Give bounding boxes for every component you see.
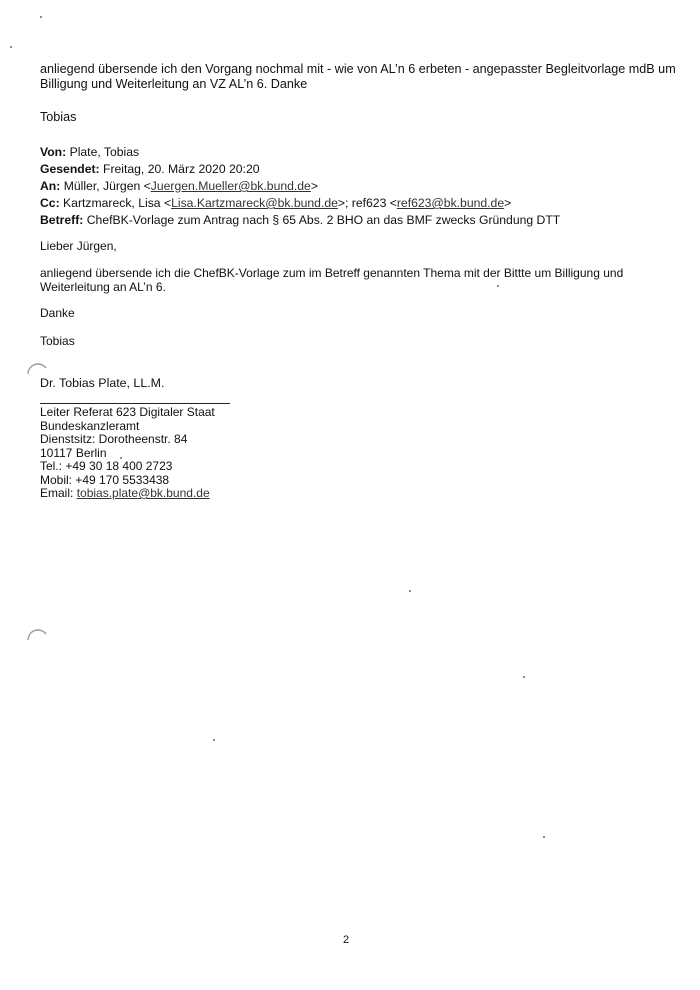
an-name: Müller, Jürgen <: [63, 179, 151, 193]
scan-speck: [543, 836, 545, 838]
intro-line-2: Billigung und Weiterleitung an VZ AL’n 6. Danke: [40, 77, 308, 91]
an-label: An:: [40, 179, 61, 193]
cc-email-1-link[interactable]: Lisa.Kartzmareck@bk.bund.de: [171, 196, 338, 210]
signature-email-link[interactable]: tobias.plate@bk.bund.de: [76, 486, 210, 500]
signature-block: [40, 406, 215, 501]
page-number: 2: [343, 934, 350, 946]
cc-label: Cc:: [40, 196, 60, 210]
von-value: Plate, Tobias: [69, 145, 140, 159]
header-betreff: [40, 212, 560, 229]
header-von: [40, 144, 560, 161]
gesendet-value: Freitag, 20. März 2020 20:20: [103, 162, 260, 176]
punch-hole-mark-icon: [26, 622, 48, 644]
gesendet-label: Gesendet:: [40, 162, 100, 176]
intro-paragraph: [40, 62, 676, 92]
signature-name: Dr. Tobias Plate, LL.M.: [40, 376, 165, 390]
cc-close: >: [504, 196, 512, 210]
signature-line-4: 10117 Berlin: [40, 445, 107, 460]
scan-speck: [409, 590, 411, 592]
an-close: >: [310, 179, 318, 193]
intro-line-1: anliegend übersende ich den Vorgang nochmal mit - wie von AL’n 6 erbeten - angepasster Begleitvorlage mdB um: [40, 62, 676, 76]
signature-tel: Tel.: +49 30 18 400 2723: [40, 459, 173, 473]
scan-speck: [120, 457, 122, 459]
signature-line-1: Leiter Referat 623 Digitaler Staat: [40, 405, 215, 419]
an-email-link[interactable]: Juergen.Mueller@bk.bund.de: [150, 179, 311, 193]
von-label: Von:: [40, 145, 67, 159]
punch-hole-mark-icon: [26, 356, 48, 378]
sender-short: Tobias: [40, 110, 77, 124]
body-line-1: anliegend übersende ich die ChefBK-Vorlage zum im Betreff genannten Thema mit der Bittte um Billigung und: [40, 266, 624, 280]
cc-email-2-link[interactable]: ref623@bk.bund.de: [396, 196, 505, 210]
body-paragraph: [40, 267, 623, 294]
greeting: Lieber Jürgen,: [40, 239, 117, 253]
header-gesendet: [40, 161, 560, 178]
email-label: Email:: [40, 486, 77, 500]
betreff-value: ChefBK-Vorlage zum Antrag nach § 65 Abs. 2 BHO an das BMF zwecks Gründung DTT: [86, 213, 561, 227]
signature-divider: [40, 403, 230, 404]
scan-speck: [497, 285, 499, 287]
betreff-label: Betreff:: [40, 213, 84, 227]
signature-line-2: Bundeskanzleramt: [40, 418, 140, 433]
scan-speck: [523, 676, 525, 678]
scan-speck: [213, 739, 215, 741]
thanks: Danke: [40, 306, 75, 320]
cc-name-1: Kartzmareck, Lisa <: [63, 196, 172, 210]
header-cc: [40, 195, 560, 212]
body-name: Tobias: [40, 334, 75, 348]
signature-mobil: Mobil: +49 170 5533438: [40, 472, 170, 487]
scan-speck: [10, 46, 12, 48]
email-header: [40, 144, 560, 229]
body-line-2: Weiterleitung an AL’n 6.: [40, 279, 166, 294]
cc-mid: >; ref623 <: [337, 196, 397, 210]
scan-speck: [40, 16, 42, 18]
signature-email: [40, 487, 215, 501]
signature-line-3: Dienstsitz: Dorotheenstr. 84: [40, 432, 188, 446]
header-an: [40, 178, 560, 195]
